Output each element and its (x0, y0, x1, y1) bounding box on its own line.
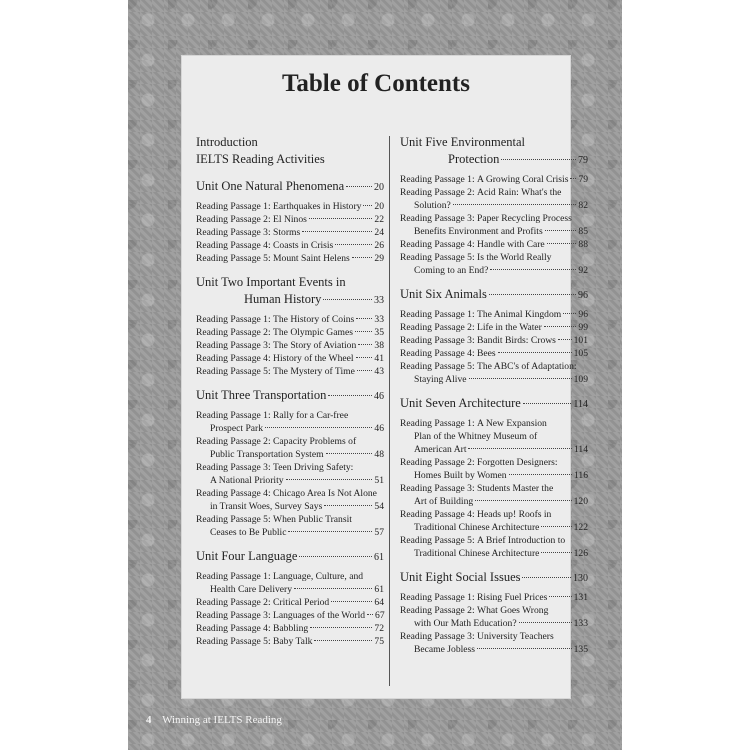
dot-leader (558, 339, 572, 340)
unit-title-line (196, 178, 384, 196)
reading-passage-cont (400, 469, 588, 482)
unit-heading (400, 286, 588, 304)
passage-page: 122 (573, 522, 588, 533)
reading-passage (196, 313, 384, 326)
contents-left-column (196, 134, 384, 648)
dot-leader (541, 552, 571, 553)
reading-passage (196, 239, 384, 252)
dot-leader (509, 474, 572, 475)
passage-title: Languages of the World (273, 610, 366, 621)
passage-title-cont: in Transit Woes, Survey Says (210, 501, 323, 512)
passage-label: Reading Passage 4: (400, 239, 475, 250)
dot-leader (324, 505, 372, 506)
unit-title-line (400, 151, 588, 169)
dot-leader (544, 326, 577, 327)
unit-entry (196, 274, 384, 378)
dot-leader (489, 294, 576, 295)
unit-page: 33 (374, 295, 384, 306)
passage-label: Reading Passage 3: (196, 227, 271, 238)
reading-passage (196, 200, 384, 213)
reading-passage (400, 212, 588, 225)
passage-page: 99 (578, 322, 588, 333)
dot-leader (519, 622, 572, 623)
passage-page: 43 (374, 366, 384, 377)
passage-page: 120 (573, 496, 588, 507)
unit-page: 114 (573, 399, 588, 410)
unit-title-cont: Protection (448, 152, 500, 166)
passage-title: Teen Driving Safety: (273, 462, 354, 473)
unit-page: 20 (374, 182, 384, 193)
passage-title: Rising Fuel Prices (477, 592, 548, 603)
reading-passage (400, 347, 588, 360)
passage-page: 85 (578, 226, 588, 237)
passage-title: What Goes Wrong (477, 605, 549, 616)
reading-passage (196, 635, 384, 648)
unit-heading (196, 274, 384, 309)
passage-title: Students Master the (477, 483, 554, 494)
reading-passage (196, 596, 384, 609)
reading-passage (400, 186, 588, 199)
unit-entry (400, 569, 588, 656)
passage-page: 26 (374, 240, 384, 251)
passage-label: Reading Passage 4: (196, 488, 271, 499)
passage-title: Babbling (273, 623, 309, 634)
reading-passage (400, 238, 588, 251)
passage-title-cont: with Our Math Education? (414, 618, 517, 629)
unit-title: Unit One Natural Phenomena (196, 179, 345, 193)
passage-label: Reading Passage 2: (400, 187, 475, 198)
passage-title-cont: Health Care Delivery (210, 584, 293, 595)
passage-title: The History of Coins (273, 314, 355, 325)
passage-page: 29 (374, 253, 384, 264)
dot-leader (363, 205, 372, 206)
dot-leader (522, 577, 571, 578)
passage-title: University Teachers (477, 631, 554, 642)
unit-title-line (196, 274, 384, 291)
dot-leader (265, 427, 372, 428)
reading-passage-cont (400, 430, 588, 443)
reading-passage (196, 609, 384, 622)
passage-page: 109 (573, 374, 588, 385)
dot-leader (356, 318, 372, 319)
passage-title: Paper Recycling Process (477, 213, 572, 224)
reading-passage (400, 508, 588, 521)
passage-title: Earthquakes in History (273, 201, 362, 212)
passage-label: Reading Passage 3: (196, 610, 271, 621)
passage-label: Reading Passage 4: (196, 353, 271, 364)
dot-leader (545, 230, 577, 231)
passage-label: Reading Passage 1: (400, 418, 475, 429)
passage-title: Critical Period (273, 597, 330, 608)
passage-page: 82 (578, 200, 588, 211)
dot-leader (358, 344, 372, 345)
unit-heading (400, 134, 588, 169)
reading-passage (196, 513, 384, 526)
passage-page: 105 (573, 348, 588, 359)
passage-page: 126 (573, 548, 588, 559)
passage-page: 54 (374, 501, 384, 512)
passage-title-cont: American Art (414, 444, 467, 455)
reading-passage (400, 604, 588, 617)
reading-passage (400, 456, 588, 469)
passage-page: 64 (374, 597, 384, 608)
unit-title: Unit Five Environmental (400, 135, 525, 149)
reading-passage-cont (196, 500, 384, 513)
passage-title: A Growing Coral Crisis (477, 174, 569, 185)
reading-passage (196, 226, 384, 239)
unit-heading (196, 387, 384, 405)
passage-label: Reading Passage 3: (196, 340, 271, 351)
reading-passage-cont (400, 225, 588, 238)
reading-passage-cont (400, 373, 588, 386)
passage-title-cont: Ceases to Be Public (210, 527, 287, 538)
passage-label: Reading Passage 4: (400, 509, 475, 520)
dot-leader (563, 313, 576, 314)
passage-title-cont: Coming to an End? (414, 265, 489, 276)
passage-label: Reading Passage 2: (400, 322, 475, 333)
intro-item: IELTS Reading Activities (196, 152, 325, 166)
passage-title: When Public Transit (273, 514, 352, 525)
passage-title: A Brief Introduction to (477, 535, 566, 546)
passage-page: 33 (374, 314, 384, 325)
reading-passage (400, 321, 588, 334)
dot-leader (323, 299, 372, 300)
reading-passage-cont (400, 199, 588, 212)
reading-passage (196, 461, 384, 474)
passage-title: A New Expansion (477, 418, 547, 429)
dot-leader (326, 453, 373, 454)
dot-leader (541, 526, 571, 527)
reading-passage (400, 534, 588, 547)
passage-page: 57 (374, 527, 384, 538)
passage-label: Reading Passage 4: (196, 623, 271, 634)
passage-title-cont: Homes Built by Women (414, 470, 507, 481)
dot-leader (331, 601, 372, 602)
passage-label: Reading Passage 5: (196, 636, 271, 647)
passage-page: 101 (573, 335, 588, 346)
dot-leader (310, 627, 372, 628)
passage-page: 51 (374, 475, 384, 486)
unit-heading (196, 548, 384, 566)
passage-label: Reading Passage 1: (196, 410, 271, 421)
dot-leader (490, 269, 576, 270)
unit-title-line (400, 395, 588, 413)
reading-passage (196, 339, 384, 352)
book-title: Winning at IELTS Reading (162, 714, 282, 726)
passage-page: 35 (374, 327, 384, 338)
passage-page: 67 (375, 610, 385, 621)
passage-label: Reading Passage 5: (400, 361, 475, 372)
passage-label: Reading Passage 4: (400, 348, 475, 359)
passage-page: 24 (374, 227, 384, 238)
passage-title: Mount Saint Helens (273, 253, 350, 264)
passage-label: Reading Passage 2: (196, 327, 271, 338)
reading-passage (196, 409, 384, 422)
passage-page: 135 (573, 644, 588, 655)
intro-item: Introduction (196, 135, 258, 149)
passage-title: Is the World Really (477, 252, 552, 263)
reading-passage (400, 251, 588, 264)
passage-label: Reading Passage 5: (196, 253, 271, 264)
reading-passage-cont (196, 583, 384, 596)
unit-title-line (196, 291, 384, 309)
passage-page: 46 (374, 423, 384, 434)
reading-passage (196, 352, 384, 365)
reading-passage (196, 213, 384, 226)
passage-label: Reading Passage 1: (196, 201, 271, 212)
passage-page: 61 (374, 584, 384, 595)
passage-label: Reading Passage 5: (400, 535, 475, 546)
passage-page: 131 (573, 592, 588, 603)
dot-leader (335, 244, 372, 245)
unit-title-line (400, 134, 588, 151)
reading-passage-cont (196, 526, 384, 539)
passage-label: Reading Passage 3: (400, 213, 475, 224)
passage-label: Reading Passage 1: (196, 571, 271, 582)
passage-title-cont: A National Priority (210, 475, 284, 486)
dot-leader (352, 257, 373, 258)
reading-passage (400, 173, 588, 186)
left-units (196, 178, 384, 648)
reading-passage-cont (400, 495, 588, 508)
passage-label: Reading Passage 1: (400, 592, 475, 603)
unit-heading (196, 178, 384, 196)
passage-page: 133 (573, 618, 588, 629)
passage-label: Reading Passage 3: (400, 631, 475, 642)
dot-leader (356, 357, 373, 358)
reading-passage (400, 308, 588, 321)
reading-passage-cont (400, 547, 588, 560)
passage-page: 92 (578, 265, 588, 276)
dot-leader (475, 500, 571, 501)
unit-title: Unit Four Language (196, 549, 298, 563)
unit-page: 61 (374, 552, 384, 563)
unit-entry (196, 387, 384, 539)
passage-title: Handle with Care (477, 239, 545, 250)
unit-page: 79 (578, 155, 588, 166)
passage-title: History of the Wheel (273, 353, 354, 364)
unit-heading (400, 395, 588, 413)
unit-entry (196, 178, 384, 265)
reading-passage-cont (400, 443, 588, 456)
passage-label: Reading Passage 2: (196, 597, 271, 608)
reading-passage (400, 360, 588, 373)
passage-page: 38 (374, 340, 384, 351)
passage-title: Heads up! Roofs in (477, 509, 552, 520)
dot-leader (477, 648, 572, 649)
right-units (400, 134, 588, 656)
dot-leader (453, 204, 577, 205)
passage-page: 20 (374, 201, 384, 212)
passage-label: Reading Passage 1: (400, 309, 475, 320)
reading-passage (196, 487, 384, 500)
unit-title: Unit Eight Social Issues (400, 570, 521, 584)
dot-leader (498, 352, 572, 353)
dot-leader (355, 331, 372, 332)
passage-label: Reading Passage 5: (400, 252, 475, 263)
reading-passage-cont (400, 521, 588, 534)
passage-page: 114 (573, 444, 588, 455)
passage-title: Bees (477, 348, 496, 359)
reading-passage (400, 630, 588, 643)
passage-label: Reading Passage 2: (196, 436, 271, 447)
passage-label: Reading Passage 2: (196, 214, 271, 225)
passage-label: Reading Passage 2: (400, 457, 475, 468)
passage-title: Storms (273, 227, 301, 238)
reading-passage-cont (400, 617, 588, 630)
passage-title-cont: Staying Alive (414, 374, 467, 385)
unit-page: 130 (573, 573, 588, 584)
passage-label: Reading Passage 3: (400, 335, 475, 346)
passage-label: Reading Passage 3: (400, 483, 475, 494)
passage-title: The Story of Aviation (273, 340, 357, 351)
dot-leader (286, 479, 373, 480)
passage-title: Language, Culture, and (273, 571, 364, 582)
unit-title: Unit Three Transportation (196, 388, 327, 402)
unit-title-line (400, 286, 588, 304)
reading-passage (400, 334, 588, 347)
unit-title: Unit Two Important Events in (196, 275, 346, 289)
passage-title: Forgotten Designers: (477, 457, 558, 468)
dot-leader (357, 370, 373, 371)
passage-label: Reading Passage 5: (196, 514, 271, 525)
intro-block (196, 134, 384, 168)
passage-title-cont: Benefits Environment and Profits (414, 226, 543, 237)
dot-leader (523, 403, 572, 404)
passage-label: Reading Passage 1: (196, 314, 271, 325)
unit-entry (400, 286, 588, 386)
dot-leader (346, 186, 372, 187)
reading-passage (400, 482, 588, 495)
passage-label: Reading Passage 5: (196, 366, 271, 377)
unit-title-cont: Human History (244, 292, 322, 306)
dot-leader (328, 395, 372, 396)
passage-title: Bandit Birds: Crows (477, 335, 556, 346)
unit-page: 96 (578, 290, 588, 301)
passage-page: 75 (374, 636, 384, 647)
passage-title: Acid Rain: What's the (477, 187, 562, 198)
dot-leader (309, 218, 373, 219)
reading-passage (196, 252, 384, 265)
dot-leader (501, 159, 576, 160)
dot-leader (288, 531, 372, 532)
passage-label: Reading Passage 2: (400, 605, 475, 616)
dot-leader (367, 614, 373, 615)
reading-passage-cont (196, 422, 384, 435)
passage-page: 88 (578, 239, 588, 250)
page-title: Table of Contents (282, 70, 470, 97)
column-divider (389, 136, 390, 686)
passage-title: Coasts in Crisis (273, 240, 334, 251)
passage-title: Chicago Area Is Not Alone (273, 488, 377, 499)
passage-page: 41 (374, 353, 384, 364)
unit-title: Unit Seven Architecture (400, 396, 521, 410)
reading-passage (400, 591, 588, 604)
passage-title-cont: Became Jobless (414, 644, 476, 655)
reading-passage-cont (400, 264, 588, 277)
passage-label: Reading Passage 1: (400, 174, 475, 185)
reading-passage (196, 570, 384, 583)
passage-page: 96 (578, 309, 588, 320)
reading-passage-cont (400, 643, 588, 656)
passage-title-cont: Solution? (414, 200, 451, 211)
unit-title-line (400, 569, 588, 587)
dot-leader (299, 556, 372, 557)
passage-title-cont: Plan of the Whitney Museum of (414, 431, 538, 442)
passage-page: 116 (573, 470, 588, 481)
passage-title: The Olympic Games (273, 327, 353, 338)
page-footer (146, 714, 282, 726)
dot-leader (468, 448, 571, 449)
passage-title: The Mystery of Time (273, 366, 355, 377)
passage-title-cont: Traditional Chinese Architecture (414, 522, 540, 533)
page-number: 4 (146, 714, 152, 726)
passage-title: Baby Talk (273, 636, 313, 647)
unit-entry (400, 134, 588, 277)
passage-title-cont: Prospect Park (210, 423, 264, 434)
reading-passage (196, 435, 384, 448)
reading-passage (400, 417, 588, 430)
unit-page: 46 (374, 391, 384, 402)
passage-title-cont: Art of Building (414, 496, 474, 507)
passage-page: 22 (374, 214, 384, 225)
passage-title-cont: Traditional Chinese Architecture (414, 548, 540, 559)
unit-title: Unit Six Animals (400, 287, 487, 301)
passage-label: Reading Passage 3: (196, 462, 271, 473)
passage-page: 48 (374, 449, 384, 460)
dot-leader (294, 588, 372, 589)
passage-title: The ABC's of Adaptation: (477, 361, 577, 372)
passage-title: Life in the Water (477, 322, 542, 333)
unit-title-line (196, 548, 384, 566)
dot-leader (302, 231, 372, 232)
unit-entry (196, 548, 384, 648)
dot-leader (469, 378, 572, 379)
reading-passage (196, 622, 384, 635)
passage-title-cont: Public Transportation System (210, 449, 324, 460)
unit-heading (400, 569, 588, 587)
passage-title: Rally for a Car-free (273, 410, 349, 421)
reading-passage-cont (196, 448, 384, 461)
passage-title: El Ninos (273, 214, 307, 225)
passage-page: 72 (374, 623, 384, 634)
dot-leader (547, 243, 577, 244)
passage-page: 79 (578, 174, 589, 185)
unit-entry (400, 395, 588, 560)
dot-leader (314, 640, 372, 641)
passage-label: Reading Passage 4: (196, 240, 271, 251)
reading-passage-cont (196, 474, 384, 487)
passage-title: Capacity Problems of (273, 436, 357, 447)
dot-leader (570, 178, 576, 179)
unit-title-line (196, 387, 384, 405)
reading-passage (196, 326, 384, 339)
reading-passage (196, 365, 384, 378)
dot-leader (549, 596, 571, 597)
passage-title: The Animal Kingdom (477, 309, 562, 320)
contents-right-column (400, 134, 588, 656)
